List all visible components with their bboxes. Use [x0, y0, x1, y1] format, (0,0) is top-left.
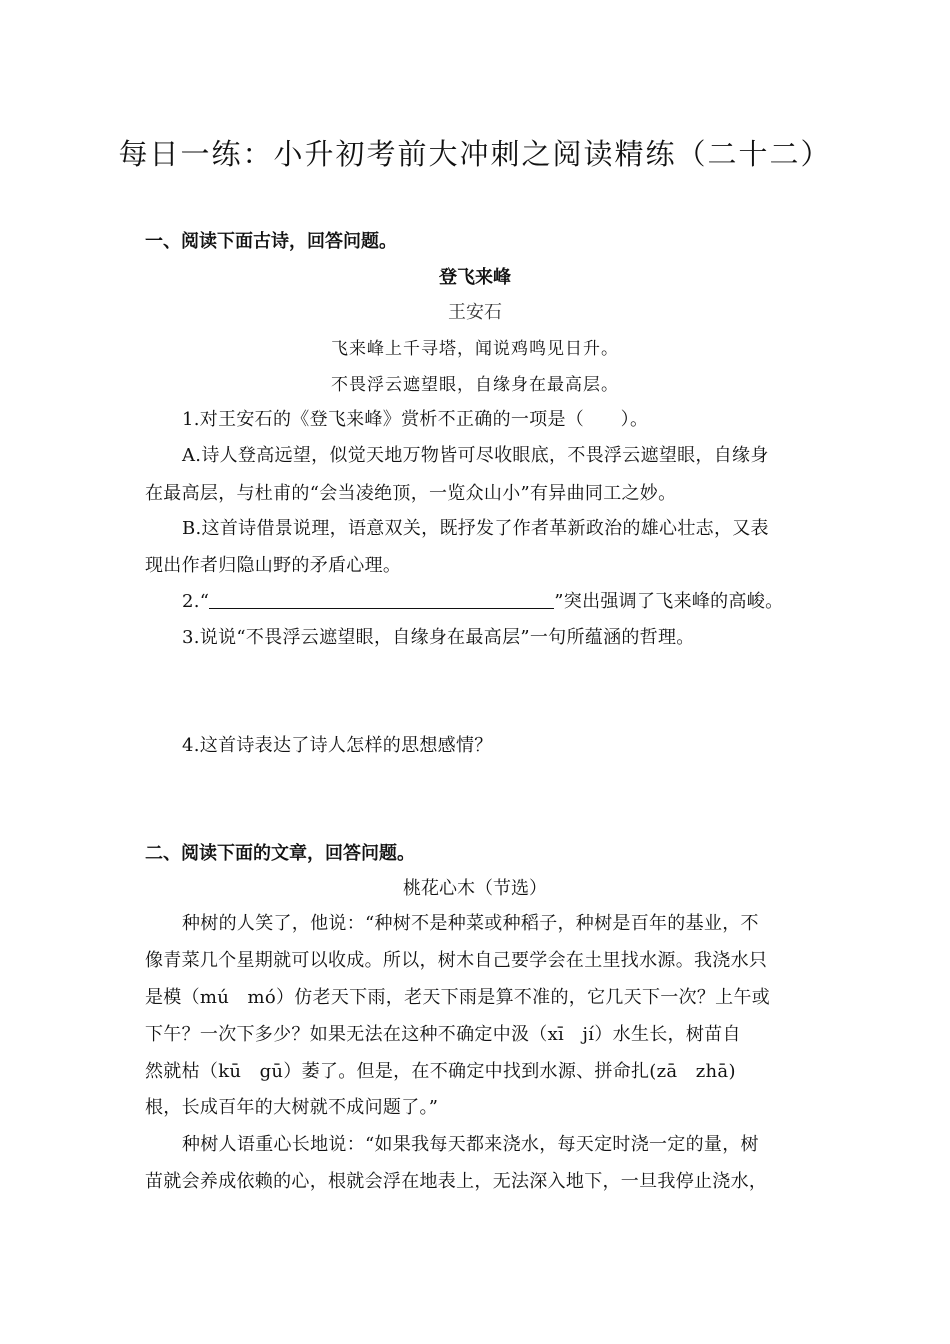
option-b-line-2: 现出作者归隐山野的矛盾心理。 [145, 555, 402, 576]
article-line: 种树的人笑了，他说：“种树不是种菜或种稻子，种树是百年的基业，不 [182, 913, 759, 934]
section-1-heading: 一、阅读下面古诗，回答问题。 [145, 231, 397, 252]
poem-title: 登飞来峰 [439, 267, 511, 288]
article-line: 然就枯（kū gū）萎了。但是，在不确定中找到水源、拼命扎(zā zhā) [145, 1061, 736, 1082]
poem-author: 王安石 [448, 302, 502, 323]
question-1: 1.对王安石的《登飞来峰》赏析不正确的一项是（ ）。 [182, 409, 649, 430]
article-line: 下午？一次下多少？如果无法在这种不确定中汲（xī jí）水生长，树苗自 [145, 1024, 741, 1045]
poem-verse-1: 飞来峰上千寻塔，闻说鸡鸣见日升。 [331, 339, 619, 359]
article-title: 桃花心木（节选） [403, 878, 547, 899]
answer-blank[interactable] [209, 590, 554, 609]
article-line: 种树人语重心长地说：“如果我每天都来浇水，每天定时浇一定的量，树 [182, 1134, 759, 1155]
option-b-line-1: B.这首诗借景说理，语意双关，既抒发了作者革新政治的雄心壮志，又表 [182, 518, 769, 539]
question-2 [182, 587, 847, 613]
page-title: 每日一练：小升初考前大冲刺之阅读精练（二十二） [118, 137, 832, 171]
question-2-prefix: 2.“ [182, 591, 210, 612]
article-line: 苗就会养成依赖的心，根就会浮在地表上，无法深入地下，一旦我停止浇水， [145, 1171, 768, 1192]
article-line: 是模（mú mó）仿老天下雨，老天下雨是算不准的，它几天下一次？上午或 [145, 987, 771, 1008]
question-2-suffix: ”突出强调了飞来峰的高峻。 [554, 591, 784, 612]
poem-verse-2: 不畏浮云遮望眼，自缘身在最高层。 [331, 375, 619, 395]
option-a-line-2: 在最高层，与杜甫的“会当凌绝顶，一览众山小”有异曲同工之妙。 [145, 483, 677, 504]
article-line: 根，长成百年的大树就不成问题了。” [145, 1097, 439, 1118]
question-4: 4.这首诗表达了诗人怎样的思想感情？ [182, 735, 493, 756]
option-a-line-1: A.诗人登高远望，似觉天地万物皆可尽收眼底，不畏浮云遮望眼，自缘身 [182, 445, 769, 466]
section-2-heading: 二、阅读下面的文章，回答问题。 [145, 843, 415, 864]
article-line: 像青菜几个星期就可以收成。所以，树木自己要学会在土里找水源。我浇水只 [145, 950, 768, 971]
question-3: 3.说说“不畏浮云遮望眼，自缘身在最高层”一句所蕴涵的哲理。 [182, 627, 695, 648]
